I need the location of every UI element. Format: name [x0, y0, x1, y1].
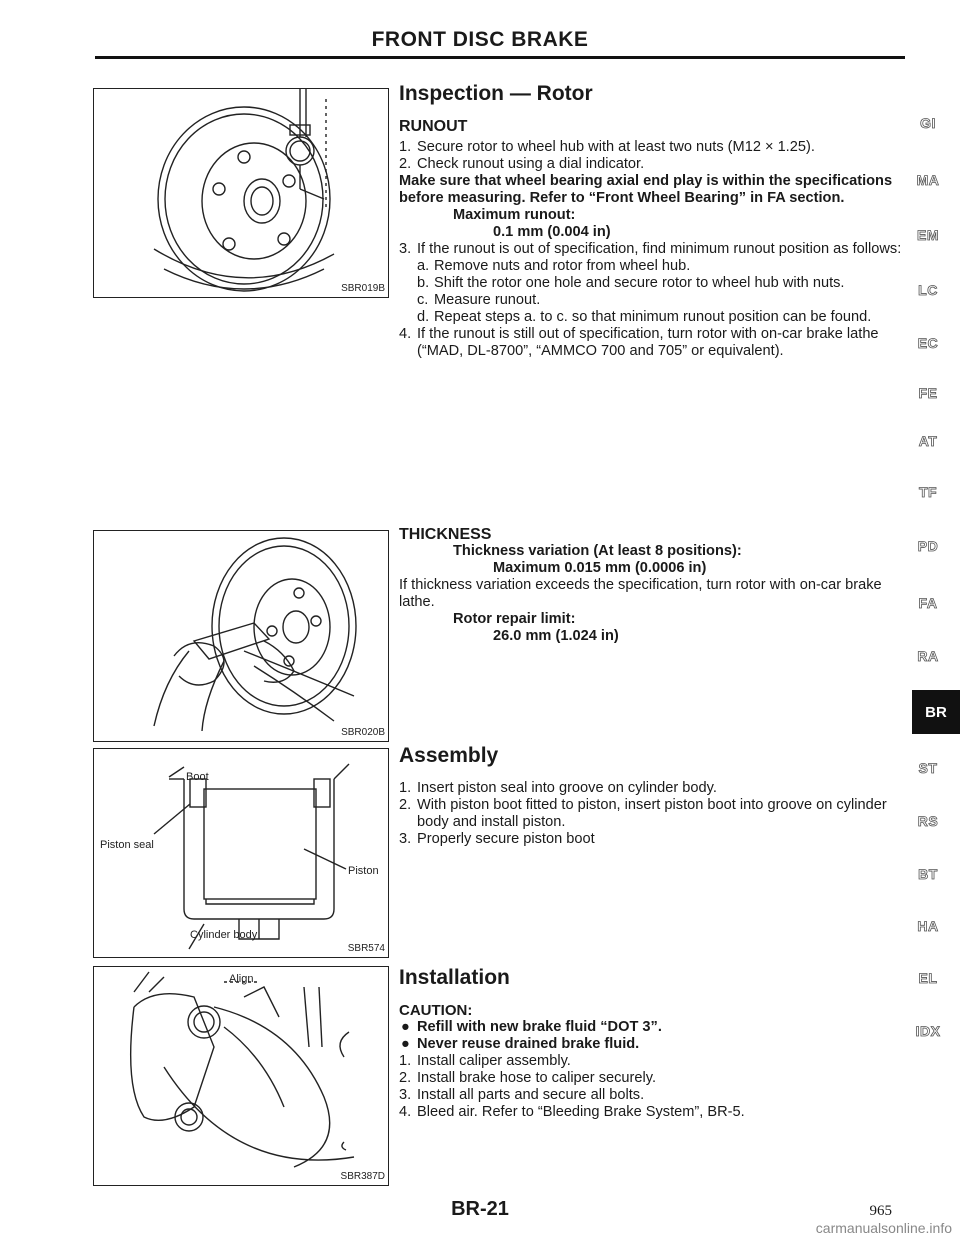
- list-item: d. Repeat steps a. to c. so that minimum runout position can be found.: [417, 309, 872, 325]
- side-tab-ha[interactable]: HA: [917, 918, 939, 934]
- spec-value: 26.0 mm (1.024 in): [493, 628, 619, 644]
- label-align: Align: [229, 973, 254, 985]
- figure-thickness: [93, 530, 389, 742]
- side-tab-at[interactable]: AT: [918, 433, 938, 449]
- side-tab-lc[interactable]: LC: [918, 282, 938, 298]
- list-item: 3. Properly secure piston boot: [399, 831, 595, 847]
- side-tab-ra[interactable]: RA: [917, 648, 939, 664]
- caliper-installation-illustration: [94, 967, 388, 1185]
- list-item: 4. If the runout is still out of specification, turn rotor with on-car brake lathe (“MAD, DL-8700”, “AMMCO 700 and 705” or equivalent).: [399, 326, 879, 359]
- side-tab-fa[interactable]: FA: [918, 595, 938, 611]
- spec-label: Thickness variation (At least 8 positions):: [453, 543, 742, 559]
- list-item: a. Remove nuts and rotor from wheel hub.: [417, 258, 691, 274]
- section-inspection-rotor: [399, 82, 909, 360]
- section-installation: [399, 966, 909, 1121]
- list-item: 3. If the runout is out of specification, find minimum runout position as follows:: [399, 241, 902, 257]
- spec-value: Maximum 0.015 mm (0.0006 in): [493, 560, 707, 576]
- list-item: 4. Bleed air. Refer to “Bleeding Brake System”, BR-5.: [399, 1104, 745, 1120]
- list-item: b. Shift the rotor one hole and secure rotor to wheel hub with nuts.: [417, 275, 845, 291]
- list-item: ● Never reuse drained brake fluid.: [401, 1036, 640, 1052]
- side-tab-el[interactable]: EL: [918, 970, 938, 986]
- label-cylinder-body: Cylinder body: [190, 929, 258, 941]
- rotor-micrometer-illustration: [94, 531, 388, 741]
- figure-installation: [93, 966, 389, 1186]
- label-piston-seal: Piston seal: [100, 839, 154, 851]
- heading-installation: Installation: [399, 966, 510, 989]
- list-item: 1. Secure rotor to wheel hub with at least two nuts (M12 × 1.25).: [399, 139, 815, 155]
- header-rule: [95, 56, 905, 59]
- figure-code: SBR387D: [340, 1171, 385, 1182]
- side-tab-br-active[interactable]: BR: [912, 690, 960, 734]
- figure-code: SBR019B: [341, 283, 385, 294]
- heading-assembly: Assembly: [399, 744, 499, 767]
- side-tab-pd[interactable]: PD: [917, 538, 939, 554]
- paragraph: If thickness variation exceeds the specification, turn rotor with on-car brake lathe.: [399, 577, 882, 610]
- page-number: 965: [869, 1203, 892, 1219]
- list-item: 1. Install caliper assembly.: [399, 1053, 571, 1069]
- side-tab-bt[interactable]: BT: [918, 866, 938, 882]
- side-tab-tf[interactable]: TF: [918, 484, 938, 500]
- figure-runout: [93, 88, 389, 298]
- list-item: c. Measure runout.: [417, 292, 541, 308]
- heading-thickness: THICKNESS: [399, 526, 492, 543]
- spec-label: Maximum runout:: [453, 207, 576, 223]
- rotor-dial-indicator-illustration: [94, 89, 388, 297]
- note-bearing: Make sure that wheel bearing axial end play is within the specifications before measuring. Refer to “Front Wheel Bearing” in FA section.: [399, 173, 893, 206]
- section-page-number: BR-21: [451, 1198, 509, 1220]
- piston-cross-section-illustration: [94, 749, 388, 957]
- side-tab-fe[interactable]: FE: [918, 385, 938, 401]
- list-item: ● Refill with new brake fluid “DOT 3”.: [401, 1019, 662, 1035]
- side-tab-ma[interactable]: MA: [916, 172, 940, 188]
- list-item: 3. Install all parts and secure all bolts.: [399, 1087, 645, 1103]
- spec-value: 0.1 mm (0.004 in): [493, 224, 611, 240]
- side-tab-ec[interactable]: EC: [917, 335, 939, 351]
- spec-label: Rotor repair limit:: [453, 611, 576, 627]
- heading-inspection-rotor: Inspection — Rotor: [399, 82, 593, 105]
- section-assembly: [399, 744, 909, 848]
- list-item: 1. Insert piston seal into groove on cylinder body.: [399, 780, 717, 796]
- side-tab-idx[interactable]: IDX: [915, 1023, 941, 1039]
- figure-code: SBR574: [347, 943, 385, 954]
- side-tab-st[interactable]: ST: [918, 760, 938, 776]
- heading-runout: RUNOUT: [399, 118, 468, 135]
- figure-code: SBR020B: [341, 727, 385, 738]
- list-item: 2. Check runout using a dial indicator.: [399, 156, 645, 172]
- label-boot: Boot: [186, 771, 209, 783]
- page-title: FRONT DISC BRAKE: [371, 28, 589, 51]
- section-thickness: [399, 526, 909, 645]
- side-tab-gi[interactable]: GI: [920, 115, 936, 131]
- side-tab-em[interactable]: EM: [917, 227, 939, 243]
- label-piston: Piston: [348, 865, 379, 877]
- side-tab-rs[interactable]: RS: [917, 813, 939, 829]
- list-item: 2. With piston boot fitted to piston, insert piston boot into groove on cylinder body and install piston.: [399, 797, 887, 830]
- figure-assembly: [93, 748, 389, 958]
- watermark: carmanualsonline.info: [815, 1220, 952, 1236]
- caution-label: CAUTION:: [399, 1002, 473, 1019]
- list-item: 2. Install brake hose to caliper securely.: [399, 1070, 657, 1086]
